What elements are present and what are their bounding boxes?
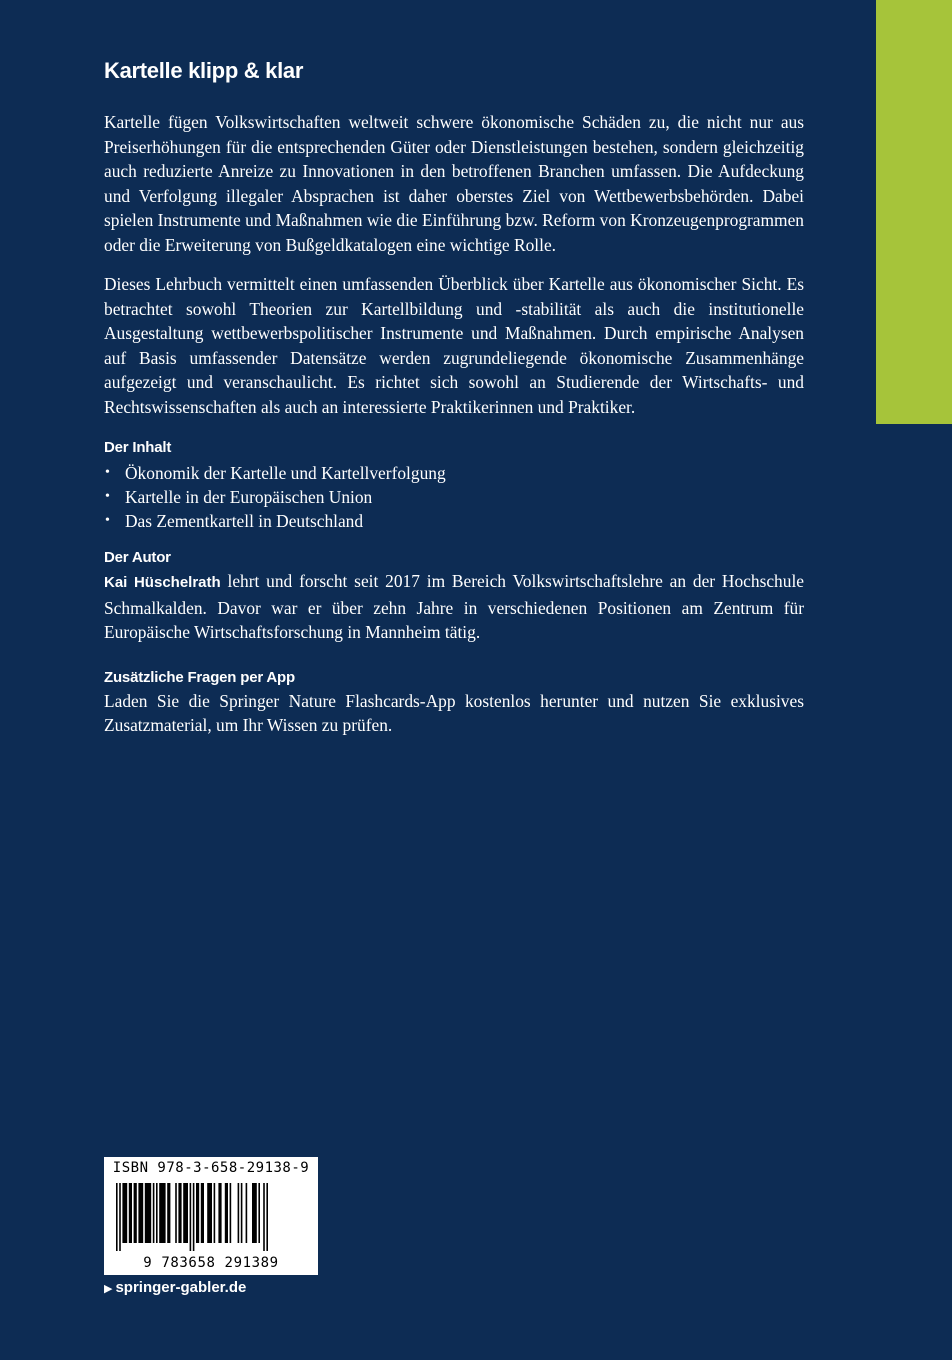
barcode-bar	[145, 1183, 151, 1243]
bullet-icon: •	[105, 465, 110, 480]
barcode-bar	[129, 1183, 132, 1243]
barcode-bar	[241, 1183, 243, 1243]
barcode-bar	[201, 1183, 204, 1243]
author-bio-text: lehrt und forscht seit 2017 im Bereich Volkswirtschaftslehre an der Hochschule Schmalkalden. Davor war er über zehn Jahre in verschiedenen Positionen am Zentrum für Europäische Wirtschaftsforschung in Mannheim tätig.	[104, 571, 805, 642]
barcode-bar	[159, 1183, 165, 1243]
barcode-bar	[252, 1183, 257, 1243]
barcode-bar	[196, 1183, 199, 1243]
list-item: • Das Zementkartell in Deutschland	[105, 511, 364, 531]
author-section	[104, 547, 804, 645]
barcode-bar	[156, 1183, 158, 1243]
accent-color-tab	[876, 0, 952, 424]
barcode-bar	[218, 1183, 221, 1243]
bullet-icon: •	[105, 513, 110, 528]
barcode-bar	[134, 1183, 137, 1243]
intro-paragraph-2: Dieses Lehrbuch vermittelt einen umfassenden Überblick über Kartelle aus ökonomischer Sicht. Es betrachtet sowohl Theorien zur Kartellbildung und -stabilität als auch die institutionelle Ausgestaltung wettbewerbspolitischer Instrumente und Maßnahmen. Durch empirische Analysen auf Basis umfassender Datensätze werden zugrundeliegende ökonomische Zusammenhänge aufgezeigt und veranschaulicht. Es richtet sich sowohl an Studierende der Wirtschafts- und Rechtswissenschaften als auch an interessierte Praktikerinnen und Praktiker.	[104, 274, 804, 417]
barcode-bar	[258, 1183, 260, 1243]
publisher-link-text: springer-gabler.de	[115, 1279, 247, 1296]
contents-heading: Der Inhalt	[104, 439, 172, 456]
barcode-bar	[116, 1183, 118, 1251]
barcode-bar	[230, 1183, 232, 1243]
list-item: • Ökonomik der Kartelle und Kartellverfolgung	[105, 463, 446, 483]
barcode-bar	[119, 1183, 121, 1251]
contents-section	[104, 437, 804, 533]
author-heading: Der Autor	[104, 549, 171, 566]
barcode-bar	[138, 1183, 143, 1243]
author-name: Kai Hüschelrath	[104, 574, 221, 591]
barcode-bar	[207, 1183, 212, 1243]
intro-paragraph-1: Kartelle fügen Volkswirtschaften weltweit schwere ökonomische Schäden zu, die nicht nur aus Preiserhöhungen für die entsprechenden Güter oder Dienstleistungen bestehen, sondern gleichzeitig auch reduzierte Anreize zu Innovationen in den betroffenen Branchen umfassen. Die Aufdeckung und Verfolgung illegaler Absprachen ist daher oberstes Ziel von Wettbewerbsbehörden. Dabei spielen Instrumente und Maßnahmen wie die Einführung bzw. Reform von Kronzeugenprogrammen oder die Erweiterung von Bußgeldkatalogen eine wichtige Rolle.	[104, 112, 804, 255]
barcode-bar	[167, 1183, 170, 1243]
list-item: • Kartelle in der Europäischen Union	[105, 487, 373, 507]
back-cover-text	[104, 58, 804, 760]
publisher-link[interactable]	[104, 1279, 246, 1296]
barcode-bar	[238, 1183, 240, 1243]
barcode-bar	[183, 1183, 188, 1243]
bullet-icon: •	[105, 489, 110, 504]
barcode-bar	[153, 1183, 155, 1243]
barcode-bar	[122, 1183, 127, 1243]
barcode-bar	[246, 1183, 248, 1243]
app-section	[104, 667, 804, 738]
author-bio	[104, 569, 804, 645]
isbn-barcode	[104, 1157, 318, 1275]
barcode-bar	[214, 1183, 216, 1243]
book-title: Kartelle klipp & klar	[104, 58, 304, 83]
contents-list	[104, 461, 804, 533]
barcode-bar	[263, 1183, 265, 1251]
barcode-bars	[114, 1183, 308, 1251]
app-text: Laden Sie die Springer Nature Flashcards-App kostenlos herunter und nutzen Sie exklusives Zusatzmaterial, um Ihr Wissen zu prüfen.	[104, 690, 804, 735]
barcode-bar	[193, 1183, 195, 1251]
barcode-bar	[190, 1183, 192, 1251]
barcode-bar	[266, 1183, 268, 1251]
ean-number: 9 783658 291389	[143, 1255, 279, 1271]
app-heading: Zusätzliche Fragen per App	[104, 668, 295, 686]
barcode-bar	[225, 1183, 228, 1243]
barcode-bar	[175, 1183, 177, 1243]
isbn-label: ISBN 978-3-658-29138-9	[112, 1160, 310, 1176]
barcode-bar	[178, 1183, 181, 1243]
arrow-right-icon: ▶	[104, 1283, 113, 1295]
